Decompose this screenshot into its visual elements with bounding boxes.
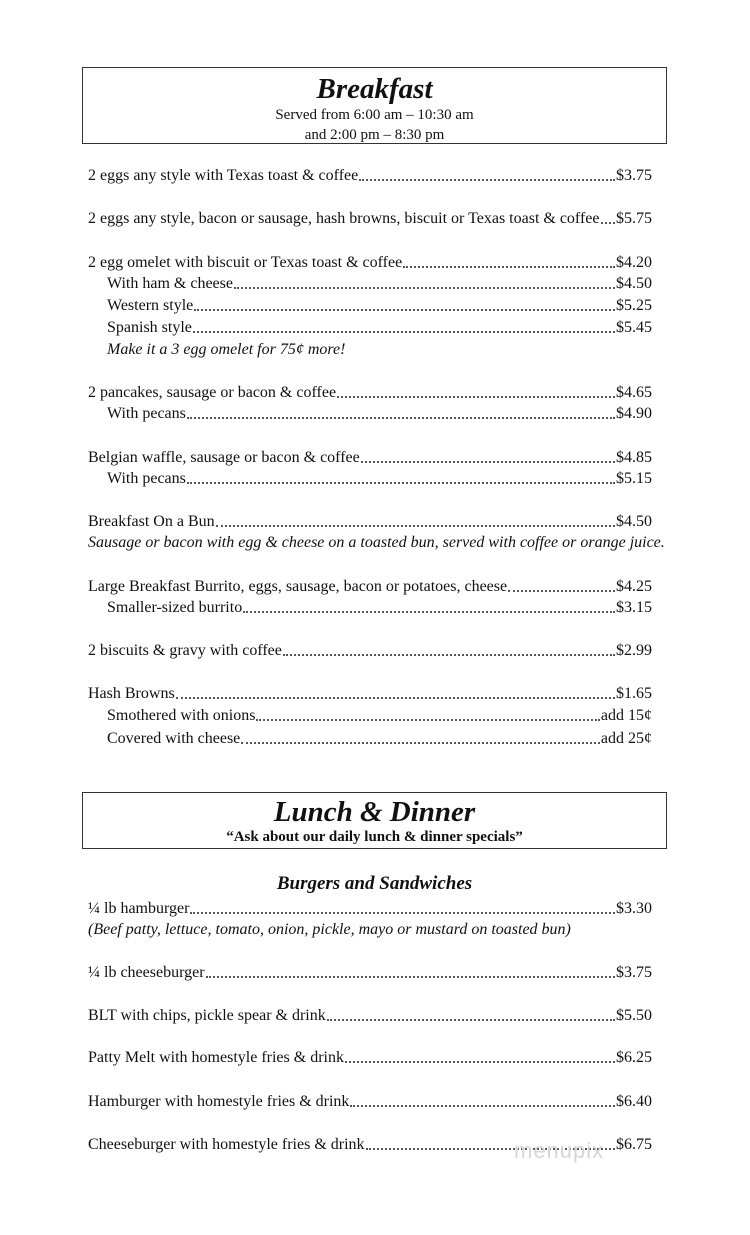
item-name: Smaller-sized burrito	[107, 599, 243, 616]
dot-leader	[193, 331, 615, 333]
dot-leader	[216, 525, 615, 527]
menu-item	[88, 381, 652, 403]
menu-item	[88, 1090, 652, 1112]
dot-leader	[187, 482, 615, 484]
item-price: $4.50	[616, 275, 652, 292]
dot-leader	[350, 1105, 615, 1107]
item-name: Hamburger with homestyle fries & drink	[88, 1093, 350, 1110]
dot-leader	[194, 309, 615, 311]
dot-leader	[327, 1019, 615, 1021]
item-price: $4.25	[616, 578, 652, 595]
item-name: BLT with chips, pickle spear & drink	[88, 1007, 326, 1024]
item-name: With pecans	[107, 470, 186, 487]
menu-subitem	[107, 402, 652, 424]
watermark: menupix	[514, 1138, 605, 1163]
dot-leader	[190, 912, 615, 914]
dot-leader	[345, 1061, 615, 1063]
dot-leader	[187, 417, 615, 419]
item-price: $5.25	[616, 297, 652, 314]
item-name: Patty Melt with homestyle fries & drink	[88, 1049, 344, 1066]
item-price: $3.75	[616, 964, 652, 981]
item-price: $5.50	[616, 1007, 652, 1024]
item-price: $3.15	[616, 599, 652, 616]
menu-subitem	[107, 704, 652, 726]
item-price: $2.99	[616, 642, 652, 659]
menu-subitem	[107, 727, 652, 749]
item-price: $4.65	[616, 384, 652, 401]
menu-item	[88, 251, 652, 273]
item-name: Large Breakfast Burrito, eggs, sausage, bacon or potatoes, cheese	[88, 578, 508, 595]
menu-subitem	[107, 272, 652, 294]
item-price: $5.45	[616, 319, 652, 336]
breakfast-hours-line1: Served from 6:00 am – 10:30 am	[275, 107, 474, 123]
dot-leader	[206, 976, 615, 978]
item-name: 2 eggs any style with Texas toast & coffee	[88, 167, 359, 184]
dot-leader	[361, 461, 615, 463]
item-price: $4.85	[616, 449, 652, 466]
breakfast-title: Breakfast	[316, 73, 433, 105]
item-name: Hash Browns	[88, 685, 175, 702]
menu-item	[88, 446, 652, 468]
menu-item	[88, 164, 652, 186]
burgers-heading: Burgers and Sandwiches	[276, 873, 473, 894]
menu-subitem	[107, 294, 652, 316]
menu-subitem	[107, 596, 652, 618]
menu-item	[88, 1004, 652, 1026]
item-price: $5.75	[616, 210, 652, 227]
item-name: Spanish style	[107, 319, 192, 336]
item-name: Belgian waffle, sausage or bacon & coffee	[88, 449, 360, 466]
omelet-note: Make it a 3 egg omelet for 75¢ more!	[107, 341, 346, 358]
item-name: 2 egg omelet with biscuit or Texas toast & coffee	[88, 254, 403, 271]
item-price: $4.50	[616, 513, 652, 530]
item-price: $3.75	[616, 167, 652, 184]
menu-item	[88, 207, 652, 229]
lunch-dinner-title: Lunch & Dinner	[273, 796, 476, 828]
item-price: $5.15	[616, 470, 652, 487]
menu-item	[88, 639, 652, 661]
item-name: 2 pancakes, sausage or bacon & coffee	[88, 384, 337, 401]
item-name: 2 eggs any style, bacon or sausage, hash browns, biscuit or Texas toast & coffee	[88, 210, 600, 227]
menu-subitem	[107, 467, 652, 489]
item-name: Cheeseburger with homestyle fries & drink	[88, 1136, 365, 1153]
item-name: Breakfast On a Bun	[88, 513, 215, 530]
menu-item	[88, 961, 652, 983]
item-price: $4.20	[616, 254, 652, 271]
lunch-dinner-subtitle: “Ask about our daily lunch & dinner specials”	[226, 829, 523, 845]
item-price: $1.65	[616, 685, 652, 702]
item-price: add 25¢	[600, 730, 652, 747]
dot-leader	[283, 654, 615, 656]
item-price: $6.75	[616, 1136, 652, 1153]
menu-subitem	[107, 316, 652, 338]
item-name: Smothered with onions	[107, 707, 256, 724]
dot-leader	[601, 222, 616, 224]
lunch-dinner-header	[82, 792, 667, 849]
item-price: add 15¢	[600, 707, 652, 724]
dot-leader	[256, 719, 599, 721]
dot-leader	[359, 179, 615, 181]
item-price: $6.40	[616, 1093, 652, 1110]
item-name: ¼ lb cheeseburger	[88, 964, 205, 981]
item-name: 2 biscuits & gravy with coffee	[88, 642, 282, 659]
dot-leader	[403, 266, 615, 268]
item-name: With ham & cheese	[107, 275, 233, 292]
dot-leader	[508, 590, 615, 592]
dot-leader	[234, 287, 615, 289]
menu-item	[88, 897, 652, 919]
menu-item	[88, 575, 652, 597]
item-name: With pecans	[107, 405, 186, 422]
item-name: ¼ lb hamburger	[88, 900, 190, 917]
item-name: Covered with cheese	[107, 730, 241, 747]
menu-item	[88, 1046, 652, 1068]
hamburger-note: (Beef patty, lettuce, tomato, onion, pickle, mayo or mustard on toasted bun)	[88, 921, 571, 938]
dot-leader	[243, 611, 615, 613]
item-name: Western style	[107, 297, 194, 314]
item-price: $3.30	[616, 900, 652, 917]
dot-leader	[176, 697, 615, 699]
breakfast-hours-line2: and 2:00 pm – 8:30 pm	[304, 127, 445, 143]
item-price: $6.25	[616, 1049, 652, 1066]
dot-leader	[337, 396, 615, 398]
bun-note: Sausage or bacon with egg & cheese on a toasted bun, served with coffee or orange juice.	[88, 534, 665, 551]
item-price: $4.90	[616, 405, 652, 422]
breakfast-header	[82, 67, 667, 144]
menu-item	[88, 510, 652, 532]
dot-leader	[241, 742, 600, 744]
menu-item	[88, 682, 652, 704]
